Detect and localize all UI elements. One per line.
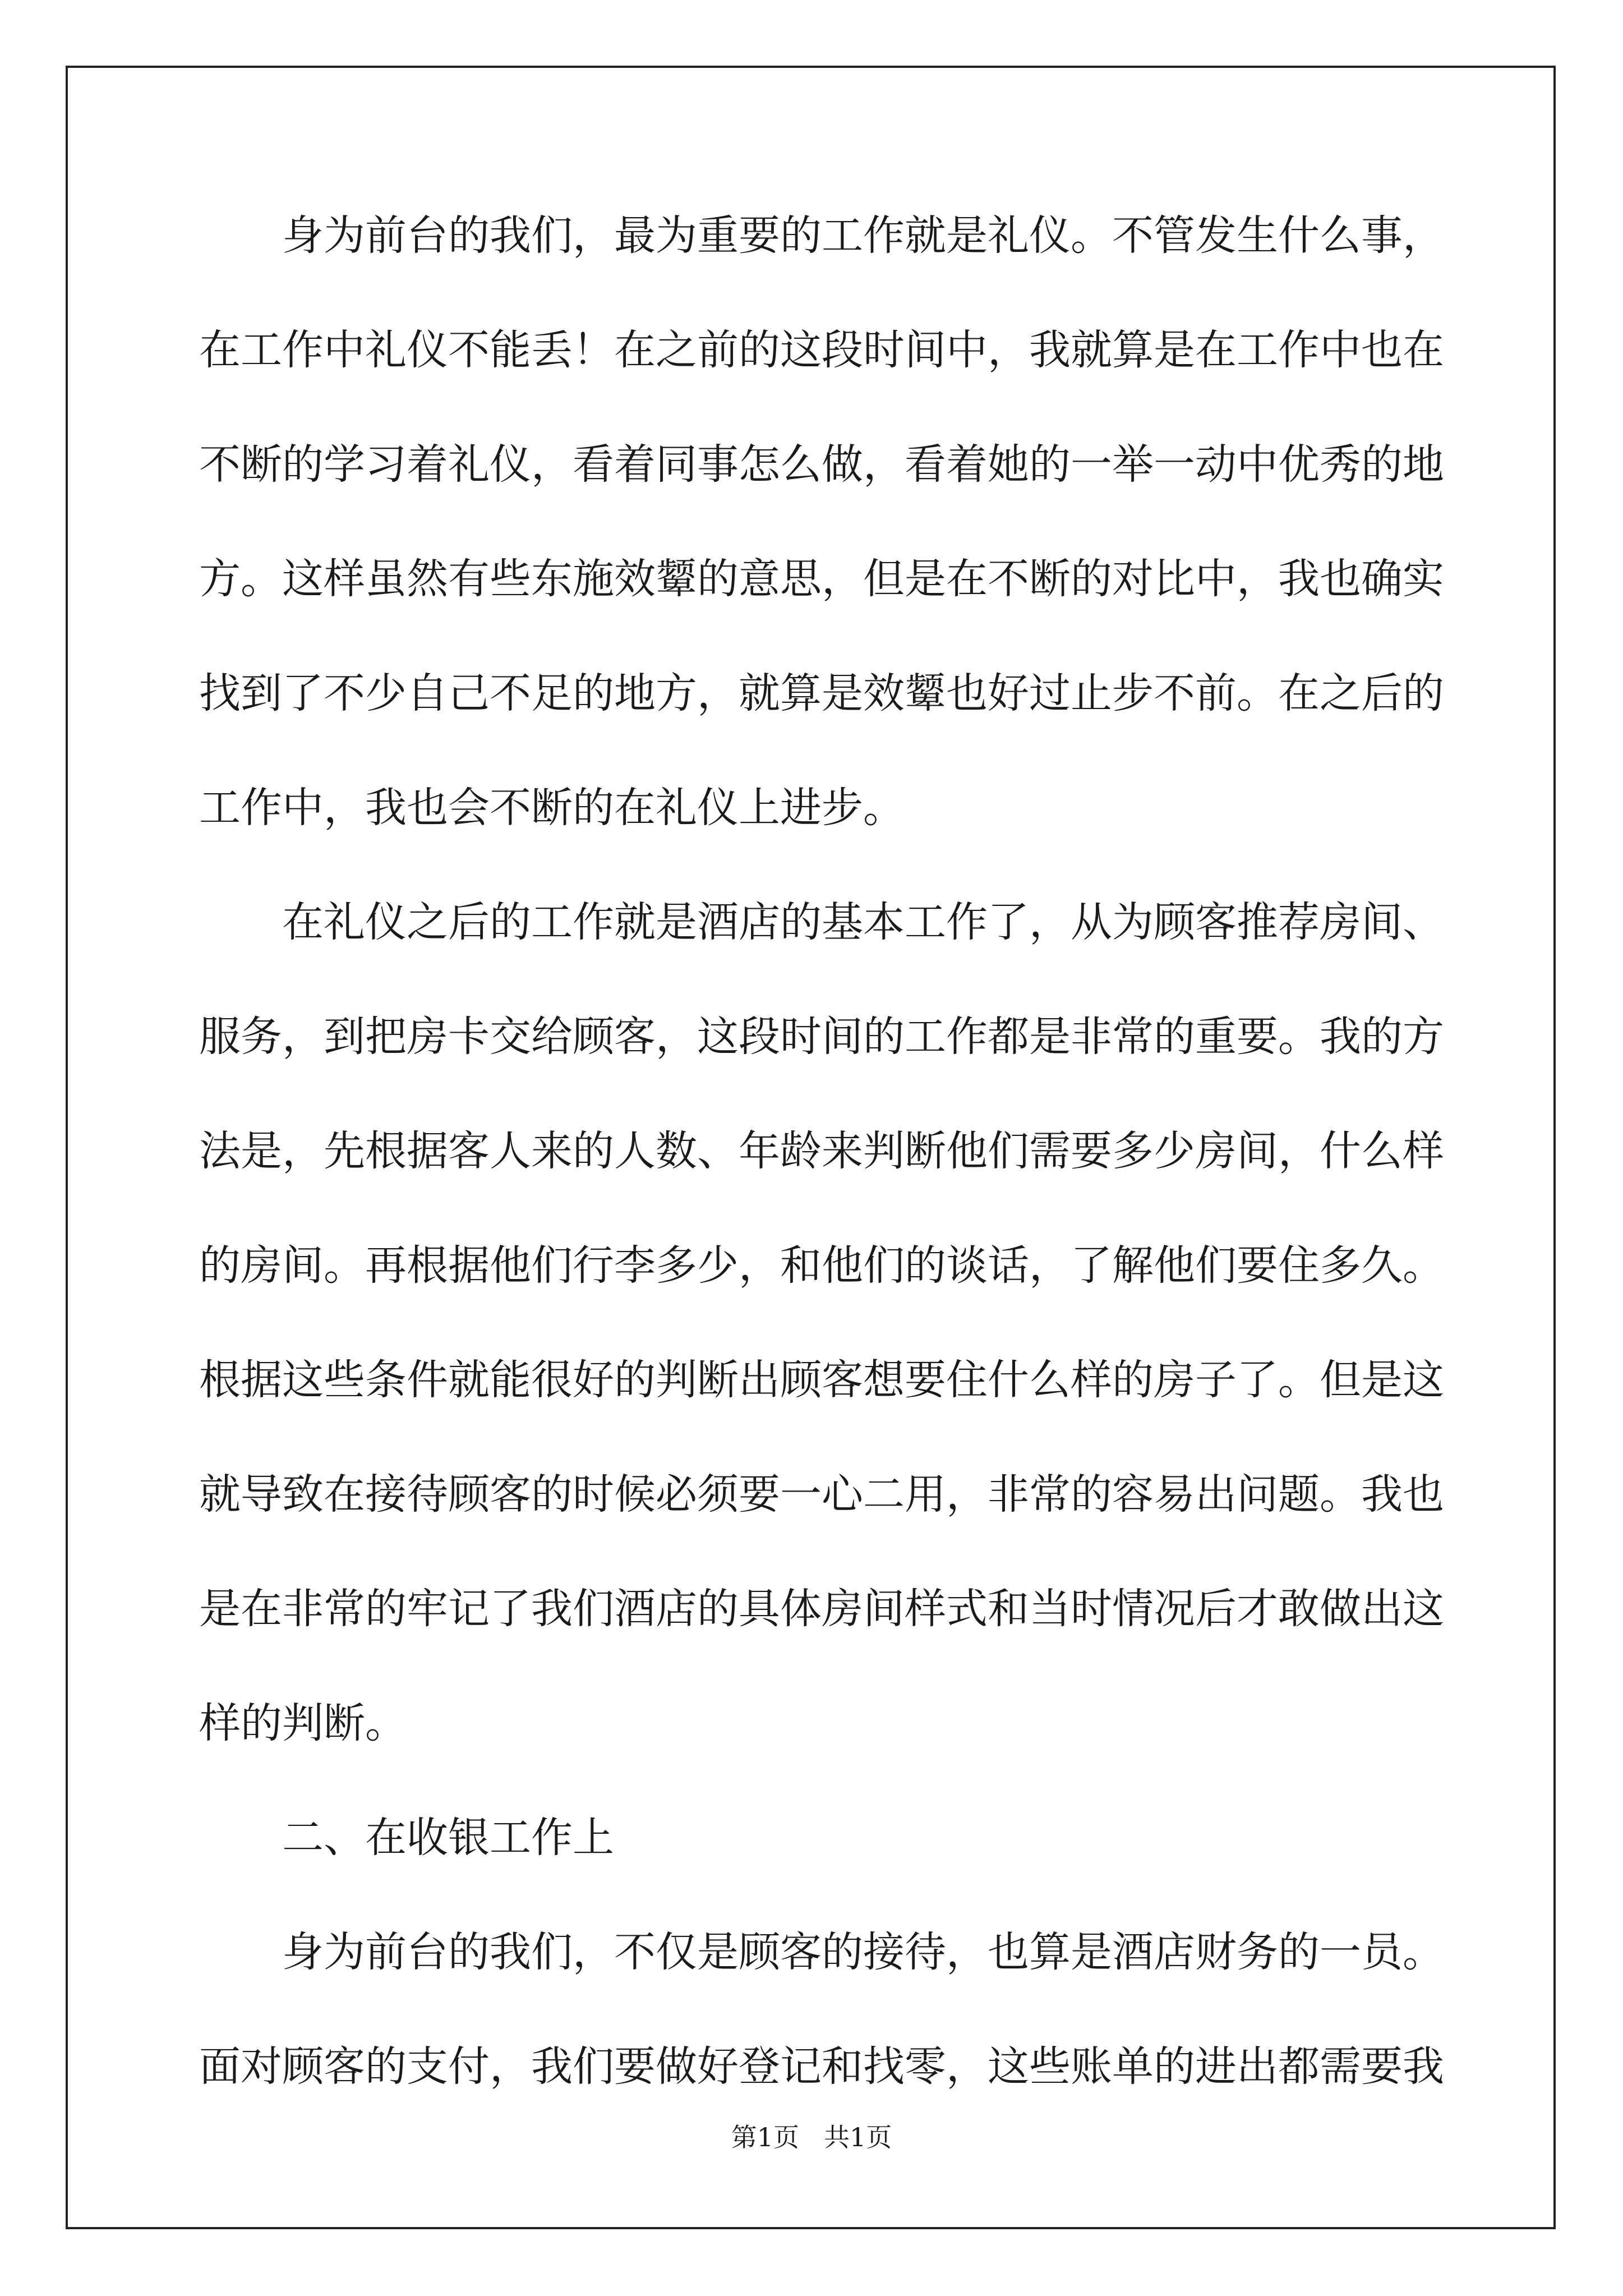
text-line: 就导致在接待顾客的时候必须要一心二用，非常的容易出问题。我也	[199, 1470, 1444, 1519]
page-total: 共1页	[823, 2122, 892, 2152]
document-body	[199, 202, 1444, 2147]
text-line: 面对顾客的支付，我们要做好登记和找零，这些账单的进出都需要我	[199, 2042, 1444, 2091]
text-line: 不断的学习着礼仪，看着同事怎么做，看着她的一举一动中优秀的地	[199, 440, 1444, 489]
text-line: 方。这样虽然有些东施效颦的意思，但是在不断的对比中，我也确实	[199, 555, 1444, 603]
text-line: 法是，先根据客人来的人数、年龄来判断他们需要多少房间，什么样	[199, 1127, 1444, 1175]
text-line: 身为前台的我们，最为重要的工作就是礼仪。不管发生什么事，	[282, 211, 1444, 260]
text-line: 找到了不少自己不足的地方，就算是效颦也好过止步不前。在之后的	[199, 669, 1444, 717]
text-line: 在礼仪之后的工作就是酒店的基本工作了，从为顾客推荐房间、	[282, 898, 1444, 946]
text-line: 服务，到把房卡交给顾客，这段时间的工作都是非常的重要。我的方	[199, 1013, 1444, 1061]
text-line: 根据这些条件就能很好的判断出顾客想要住什么样的房子了。但是这	[199, 1356, 1444, 1404]
text-line: 身为前台的我们，不仅是顾客的接待，也算是酒店财务的一员。	[282, 1928, 1444, 1976]
page-footer	[0, 2120, 1623, 2154]
page-number: 第1页	[731, 2122, 800, 2152]
text-line: 工作中，我也会不断的在礼仪上进步。	[199, 784, 905, 832]
text-line: 样的判断。	[199, 1699, 407, 1747]
text-line: 是在非常的牢记了我们酒店的具体房间样式和当时情况后才敢做出这	[199, 1585, 1444, 1633]
section-heading: 二、在收银工作上	[282, 1814, 614, 1862]
text-line: 的房间。再根据他们行李多少，和他们的谈话，了解他们要住多久。	[199, 1241, 1444, 1290]
text-line: 在工作中礼仪不能丢！在之前的这段时间中，我就算是在工作中也在	[199, 326, 1444, 374]
